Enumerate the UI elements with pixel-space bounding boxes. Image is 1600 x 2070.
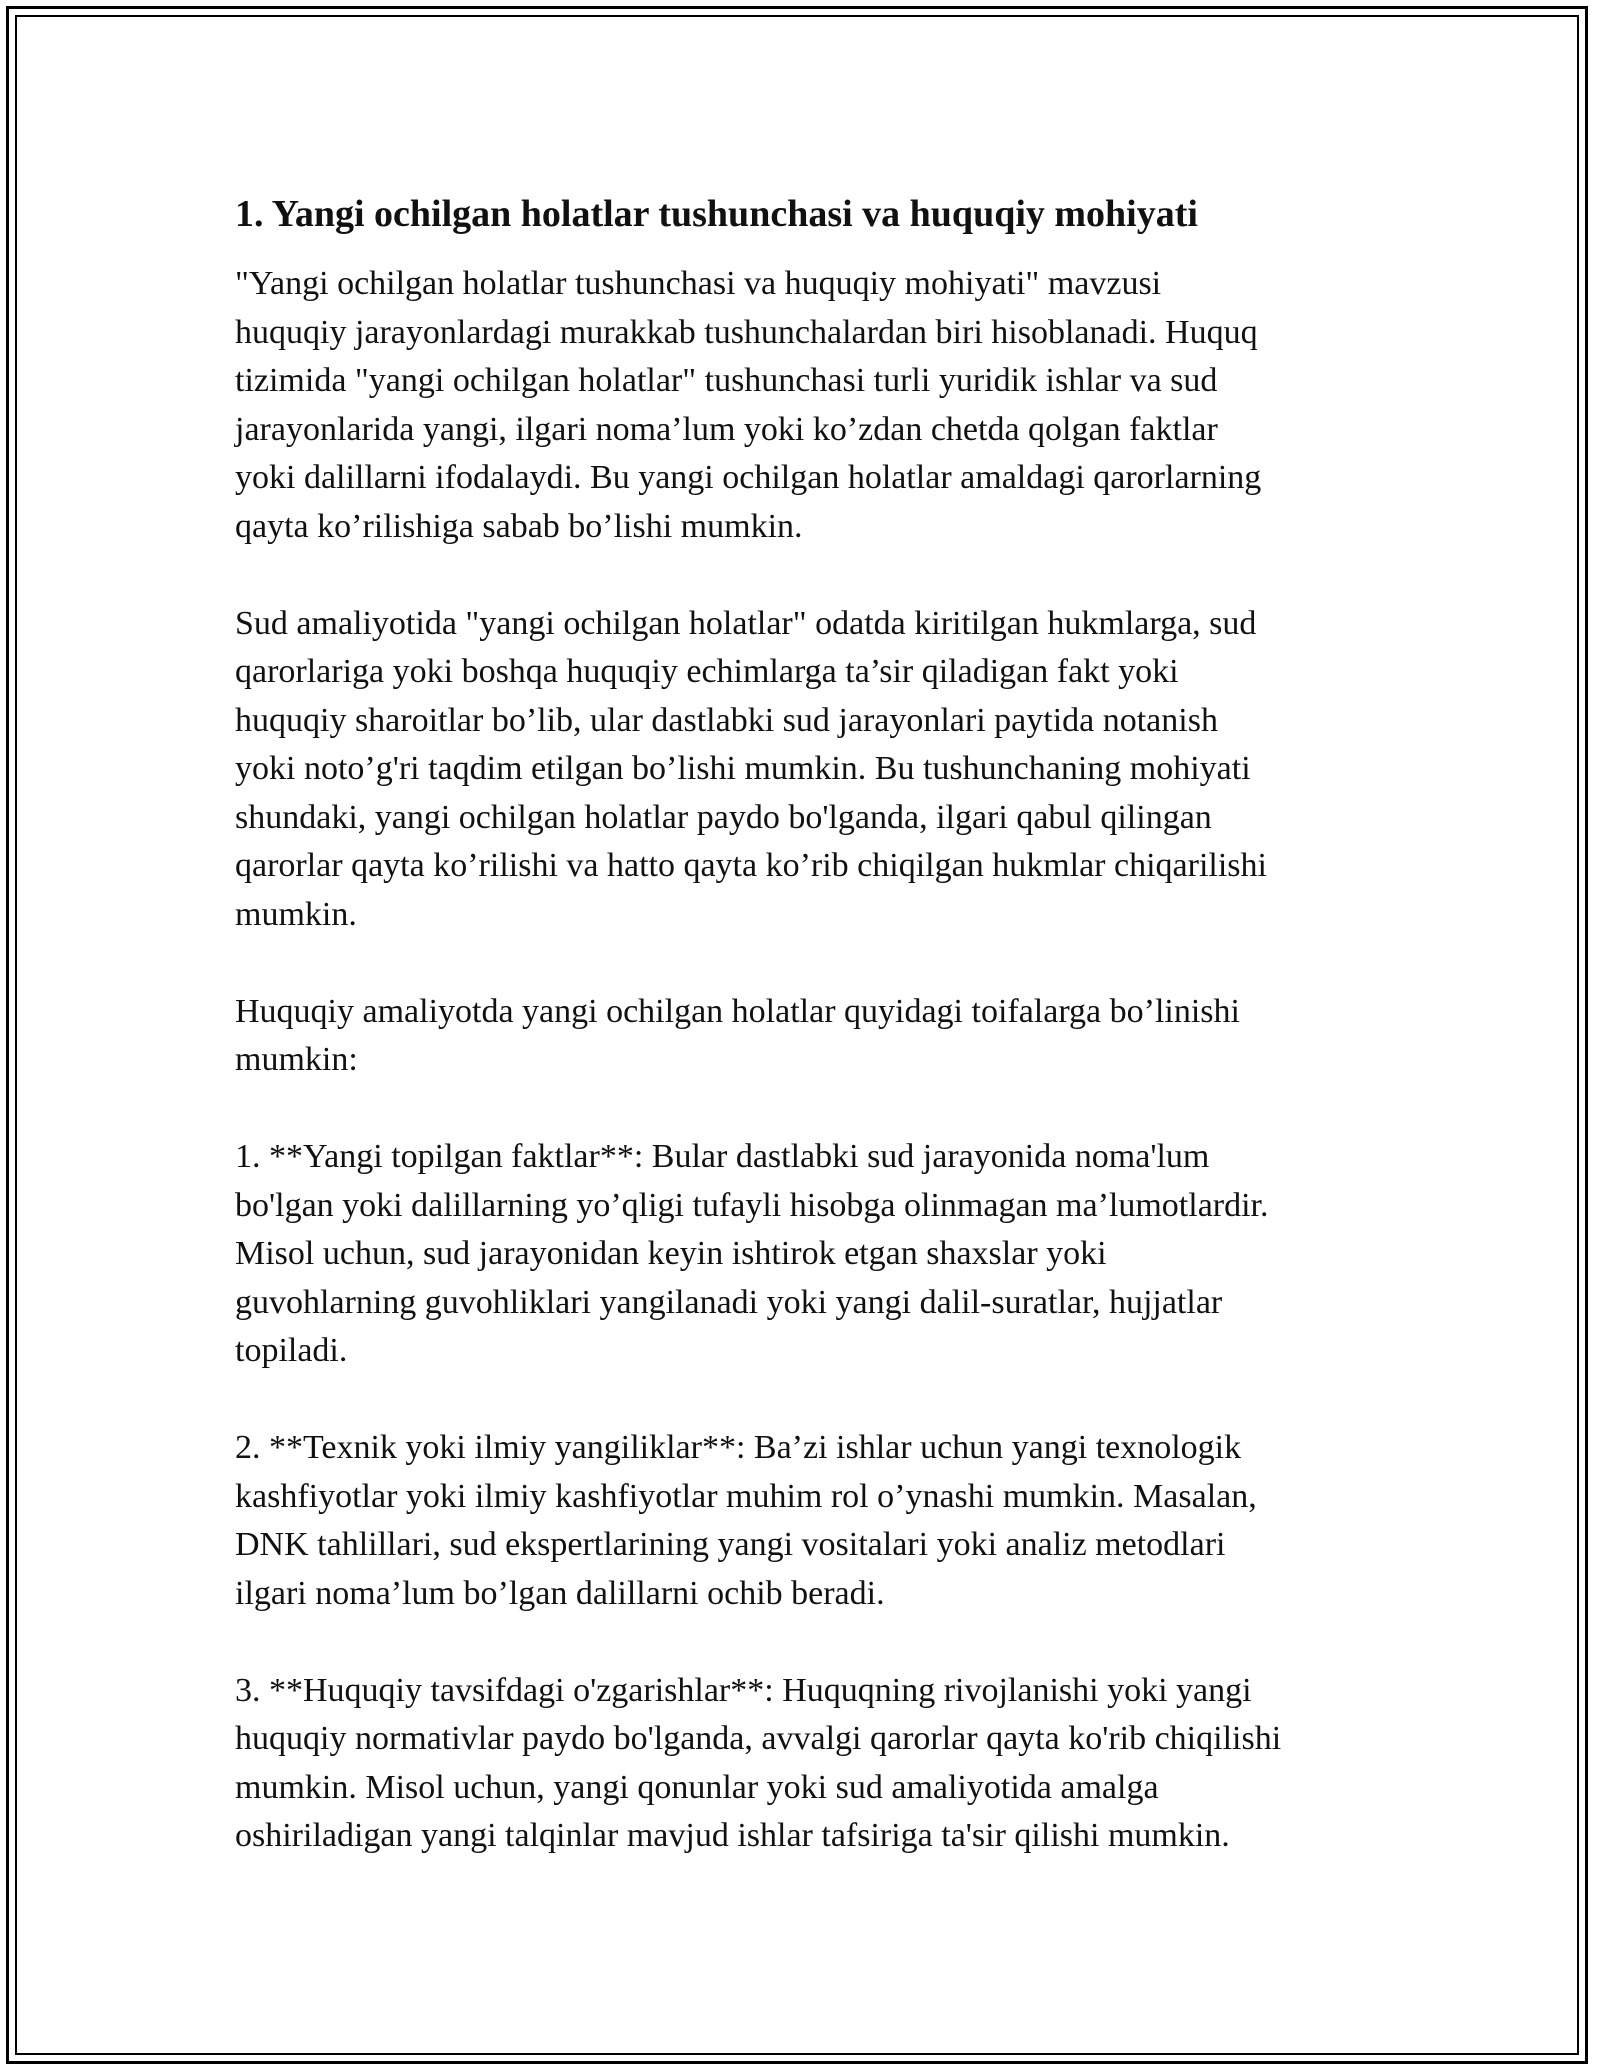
section-heading: 1. Yangi ochilgan holatlar tushunchasi va huquqiy mohiyati: [235, 193, 1198, 235]
paragraph-court-practice: Sud amaliyotida "yangi ochilgan holatlar" odatda kiritilgan hukmlarga, sud qarorlariga yoki boshqa huquqiy echimlarga ta’sir qiladigan fakt yoki huquqiy sharoitlar bo’lib, ular dastlabki sud jarayonlari paytida notanish yoki noto’g'ri taqdim etilgan bo’lishi mumkin. Bu tushunchaning mohiyati shundaki, yangi ochilgan holatlar paydo bo'lganda, ilgari qabul qilingan qarorlar qayta ko’rilishi va hatto qayta ko’rib chiqilgan hukmlar chiqarilishi mumkin.: [235, 604, 1267, 933]
list-item-new-facts: 1. **Yangi topilgan faktlar**: Bular dastlabki sud jarayonida noma'lum bo'lgan yoki dalillarning yo’qligi tufayli hisobga olinmagan ma’lumotlardir. Misol uchun, sud jarayonidan keyin ishtirok etgan shaxslar yoki guvohlarning guvohliklari yangilanadi yoki yangi dalil-suratlar, hujjatlar topiladi.: [235, 1138, 1269, 1369]
paragraph-categories-intro: Huquqiy amaliyotda yangi ochilgan holatlar quyidagi toifalarga bo’linishi mumkin:: [235, 992, 1240, 1078]
list-item-legal-changes: 3. **Huquqiy tavsifdagi o'zgarishlar**: Huquqning rivojlanishi yoki yangi huquqiy normativlar paydo bo'lganda, avvalgi qarorlar qayta ko'rib chiqilishi mumkin. Misol uchun, yangi qonunlar yoki sud amaliyotida amalga oshiriladigan yangi talqinlar mavjud ishlar tafsiriga ta'sir qilishi mumkin.: [235, 1671, 1282, 1854]
list-item-technical-scientific: 2. **Texnik yoki ilmiy yangiliklar**: Ba’zi ishlar uchun yangi texnologik kashfiyotlar yoki ilmiy kashfiyotlar muhim rol o’ynashi mumkin. Masalan, DNK tahlillari, sud ekspertlarining yangi vositalari yoki analiz metodlari ilgari noma’lum bo’lgan dalillarni ochib beradi.: [235, 1429, 1257, 1612]
paragraph-intro: "Yangi ochilgan holatlar tushunchasi va huquqiy mohiyati" mavzusi huquqiy jarayonlardagi murakkab tushunchalardan biri hisoblanadi. Huquq tizimida "yangi ochilgan holatlar" tushunchasi turli yuridik ishlar va sud jarayonlarida yangi, ilgari noma’lum yoki ko’zdan chetda qolgan faktlar yoki dalillarni ifodalaydi. Bu yangi ochilgan holatlar amaldagi qarorlarning qayta ko’rilishiga sabab bo’lishi mumkin.: [235, 265, 1262, 545]
document-body: [235, 188, 1370, 1861]
